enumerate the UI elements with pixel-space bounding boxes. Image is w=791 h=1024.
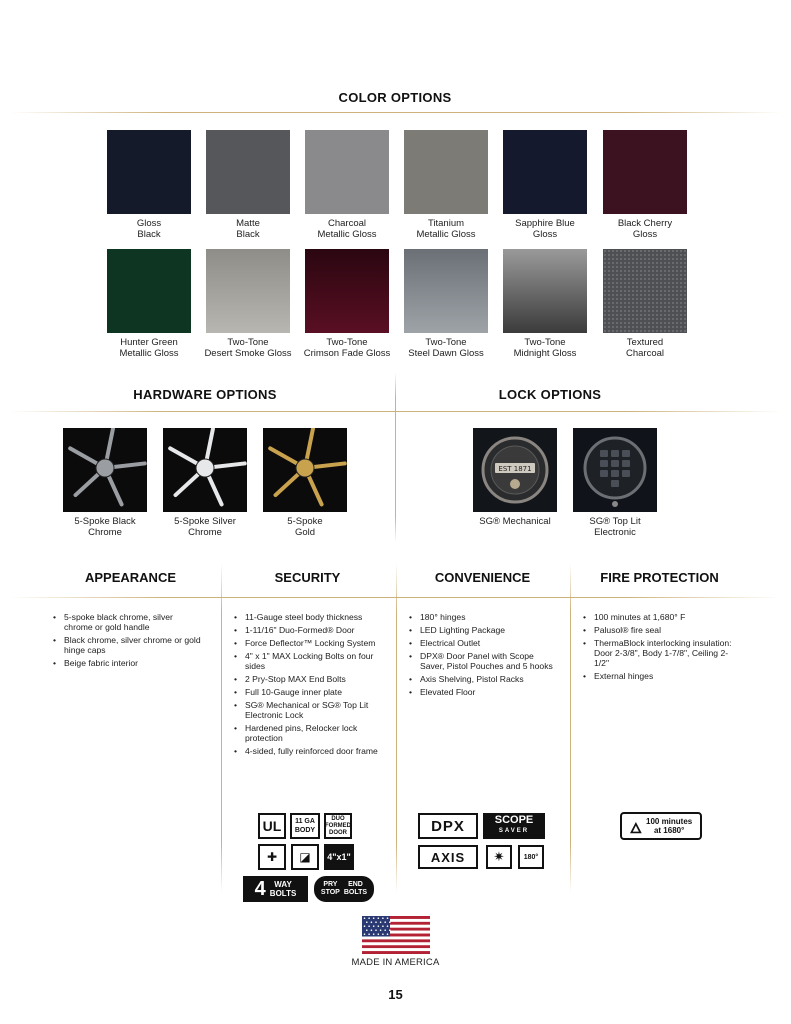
led-light-icon: ✷ xyxy=(486,845,512,869)
handle-silver-chrome-image xyxy=(163,428,247,512)
dpx-badge: DPX xyxy=(418,813,478,839)
color-caption: Two-Tone Steel Dawn Gloss xyxy=(408,337,484,359)
bolt-size-badge: 4"x1" xyxy=(324,844,354,870)
hardware-options-title: HARDWARE OPTIONS xyxy=(133,387,277,402)
feature-item: • Electrical Outlet xyxy=(408,638,558,648)
security-title: SECURITY xyxy=(274,570,341,585)
color-caption: Gloss Black xyxy=(136,218,162,240)
color-swatch xyxy=(503,249,587,333)
color-caption: Black Cherry Gloss xyxy=(617,218,673,240)
color-swatch xyxy=(305,130,389,214)
color-swatch-item xyxy=(198,249,298,359)
feature-item: • LED Lighting Package xyxy=(408,625,558,635)
feature-item: • Full 10-Gauge inner plate xyxy=(233,687,383,697)
feature-item: • 4-sided, fully reinforced door frame xyxy=(233,746,383,756)
color-swatch-item xyxy=(595,130,695,240)
feature-item: • 180° hinges xyxy=(408,612,558,622)
feature-item: • 5-spoke black chrome, silver chrome or gold handle xyxy=(52,612,202,632)
color-swatch-item xyxy=(99,249,199,359)
color-caption: Charcoal Metallic Gloss xyxy=(317,218,377,240)
color-swatch-item xyxy=(396,249,496,359)
handle-gold-image xyxy=(263,428,347,512)
color-swatch xyxy=(404,249,488,333)
electronic-lock-caption: SG® Top Lit Electronic xyxy=(589,516,641,538)
color-caption: Two-Tone Crimson Fade Gloss xyxy=(303,337,391,359)
feature-item: • Elevated Floor xyxy=(408,687,558,697)
feature-item: • Force Deflector™ Locking System xyxy=(233,638,383,648)
color-caption: Textured Charcoal xyxy=(625,337,665,359)
hinge-180-badge: 180° xyxy=(518,845,544,869)
color-caption: Sapphire Blue Gloss xyxy=(515,218,575,240)
color-swatch-item xyxy=(99,130,199,240)
mechanical-dial-icon xyxy=(473,428,557,512)
color-swatch xyxy=(603,249,687,333)
fire-rating-badge: 🜂 100 minutes at 1680° xyxy=(620,812,702,840)
hardware-lock-divider xyxy=(395,372,396,542)
color-swatch-item xyxy=(297,130,397,240)
feature-item: • 2 Pry-Stop MAX End Bolts xyxy=(233,674,383,684)
feature-item: • SG® Mechanical or SG® Top Lit Electronic Lock xyxy=(233,700,383,720)
convenience-title: CONVENIENCE xyxy=(434,570,531,585)
handle-silver-chrome-caption: 5-Spoke Silver Chrome xyxy=(174,516,236,538)
feature-item: • DPX® Door Panel with Scope Saver, Pistol Pouches and 5 hooks xyxy=(408,651,558,671)
made-in-america-label: MADE IN AMERICA xyxy=(351,957,440,968)
color-swatch xyxy=(107,130,191,214)
color-caption: Two-Tone Desert Smoke Gloss xyxy=(204,337,292,359)
color-swatch xyxy=(404,130,488,214)
handle-spokes-icon xyxy=(63,428,147,512)
scope-saver-badge: SCOPE SAVER xyxy=(483,813,545,839)
color-swatch xyxy=(603,130,687,214)
lock-options-title: LOCK OPTIONS xyxy=(498,387,602,402)
color-options-rule xyxy=(10,112,781,113)
color-swatch-item xyxy=(495,130,595,240)
axis-badge: AXIS xyxy=(418,845,478,869)
handle-black-chrome-caption: 5-Spoke Black Chrome xyxy=(74,516,136,538)
american-flag-icon xyxy=(362,916,430,954)
divider-1 xyxy=(221,563,222,893)
keypad-icon xyxy=(573,428,657,512)
feature-item: • Palusol® fire seal xyxy=(582,625,732,635)
duo-formed-badge: DUO FORMED DOOR xyxy=(324,813,352,839)
11ga-body-badge: 11 GA BODY xyxy=(290,813,320,839)
color-caption: Titanium Metallic Gloss xyxy=(416,218,476,240)
svg-text:EST 1871: EST 1871 xyxy=(498,465,532,473)
fire-protection-title: FIRE PROTECTION xyxy=(600,570,719,585)
feature-item: • Hardened pins, Relocker lock protection xyxy=(233,723,383,743)
color-swatch xyxy=(503,130,587,214)
feature-item: • External hinges xyxy=(582,671,732,681)
handle-black-chrome-image xyxy=(63,428,147,512)
color-swatch-item xyxy=(396,130,496,240)
ul-badge: UL xyxy=(258,813,286,839)
divider-2 xyxy=(396,563,397,893)
feature-item: • Axis Shelving, Pistol Racks xyxy=(408,674,558,684)
door-frame-icon: ◪ xyxy=(291,844,319,870)
feature-item: • 11-Gauge steel body thickness xyxy=(233,612,383,622)
color-swatch xyxy=(206,130,290,214)
mechanical-lock-image xyxy=(473,428,557,512)
color-swatch xyxy=(206,249,290,333)
page-number: 15 xyxy=(388,987,403,1002)
security-list xyxy=(233,612,383,759)
mechanical-lock-caption: SG® Mechanical xyxy=(479,516,551,527)
convenience-list xyxy=(408,612,558,700)
handle-spokes-icon xyxy=(163,428,247,512)
color-swatch xyxy=(107,249,191,333)
appearance-list xyxy=(52,612,202,671)
color-swatch xyxy=(305,249,389,333)
four-way-bolts-badge: 4 WAY BOLTS xyxy=(243,876,308,902)
feature-item: • Beige fabric interior xyxy=(52,658,202,668)
pry-stop-end-bolts-badge: PRY STOP END BOLTS xyxy=(314,876,374,902)
color-swatch-item xyxy=(495,249,595,359)
electronic-lock-image xyxy=(573,428,657,512)
feature-item: • 4" x 1" MAX Locking Bolts on four sides xyxy=(233,651,383,671)
color-swatch-item xyxy=(595,249,695,359)
color-caption: Matte Black xyxy=(236,218,260,240)
feature-item: • 1-11/16" Duo-Formed® Door xyxy=(233,625,383,635)
color-options-title: COLOR OPTIONS xyxy=(338,90,452,105)
handle-spokes-icon xyxy=(263,428,347,512)
feature-item: • Black chrome, silver chrome or gold hinge caps xyxy=(52,635,202,655)
color-caption: Hunter Green Metallic Gloss xyxy=(119,337,179,359)
force-deflector-icon: ✚ xyxy=(258,844,286,870)
color-swatch-item xyxy=(198,130,298,240)
color-caption: Two-Tone Midnight Gloss xyxy=(513,337,577,359)
flame-icon: 🜂 xyxy=(629,819,642,836)
divider-3 xyxy=(570,563,571,893)
feature-item: • ThermaBlock interlocking insulation: Door 2-3/8", Body 1-7/8", Ceiling 2-1/2" xyxy=(582,638,732,668)
feature-item: • 100 minutes at 1,680° F xyxy=(582,612,732,622)
fire-protection-list xyxy=(582,612,732,684)
color-swatch-item xyxy=(297,249,397,359)
handle-gold-caption: 5-Spoke Gold xyxy=(287,516,323,538)
appearance-title: APPEARANCE xyxy=(84,570,176,585)
